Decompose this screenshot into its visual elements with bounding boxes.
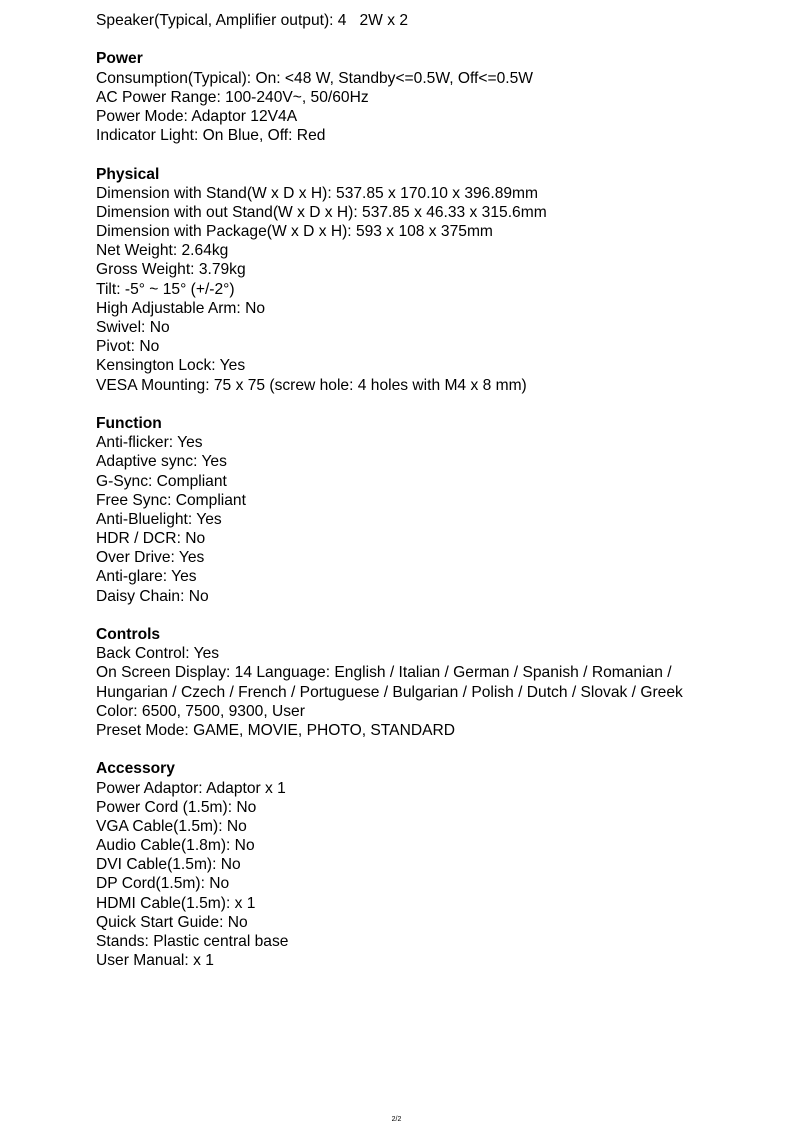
page-number: 2/2	[391, 1116, 402, 1123]
section-heading: Physical	[96, 165, 160, 183]
spec-line: Stands: Plastic central base	[96, 933, 289, 950]
spec-line: Dimension with Package(W x D x H): 593 x 108 x 375mm	[96, 223, 493, 241]
spec-line: On Screen Display: 14 Language: English / Italian / German / Spanish / Romanian /	[96, 664, 672, 682]
spec-line: Tilt: -5° ~ 15° (+/-2°)	[96, 280, 235, 298]
spec-line: Power Adaptor: Adaptor x 1	[96, 779, 286, 797]
spec-line: G-Sync: Compliant	[96, 472, 227, 490]
spec-line: High Adjustable Arm: No	[96, 299, 266, 317]
spec-line: Indicator Light: On Blue, Off: Red	[96, 127, 326, 145]
spec-line: Audio Cable(1.8m): No	[96, 837, 255, 855]
spec-line: HDMI Cable(1.5m): x 1	[96, 894, 256, 912]
spec-line: Adaptive sync: Yes	[96, 453, 227, 471]
section-physical	[96, 165, 756, 395]
spec-line: Net Weight: 2.64kg	[96, 242, 229, 260]
spec-line: Dimension with out Stand(W x D x H): 537.85 x 46.33 x 315.6mm	[96, 203, 547, 221]
section-heading: Accessory	[96, 760, 175, 778]
section-heading: Power	[96, 50, 143, 68]
spec-sections	[96, 49, 756, 970]
spec-line: Kensington Lock: Yes	[96, 357, 246, 375]
spec-document	[96, 11, 756, 970]
intro-block	[96, 11, 756, 30]
spec-line: Gross Weight: 3.79kg	[96, 261, 246, 279]
spec-line: Dimension with Stand(W x D x H): 537.85 x 170.10 x 396.89mm	[96, 184, 539, 202]
spec-line: Over Drive: Yes	[96, 549, 205, 567]
spec-line: Power Cord (1.5m): No	[96, 798, 257, 816]
spec-line: Power Mode: Adaptor 12V4A	[96, 107, 298, 125]
spec-line: Anti-Bluelight: Yes	[96, 510, 222, 528]
section-function	[96, 414, 756, 606]
spec-line: Anti-flicker: Yes	[96, 434, 203, 452]
spec-line: Hungarian / Czech / French / Portuguese / Bulgarian / Polish / Dutch / Slovak / Greek	[96, 683, 683, 701]
spec-line: VGA Cable(1.5m): No	[96, 817, 247, 835]
section-controls	[96, 625, 756, 740]
spec-line: Color: 6500, 7500, 9300, User	[96, 702, 305, 720]
spec-line: Pivot: No	[96, 338, 160, 356]
spec-line: Speaker(Typical, Amplifier output): 4 2W x 2	[96, 12, 409, 29]
spec-line: Anti-glare: Yes	[96, 568, 197, 586]
section-accessory	[96, 759, 756, 970]
spec-line: Back Control: Yes	[96, 645, 220, 663]
spec-line: User Manual: x 1	[96, 952, 214, 970]
spec-line: Swivel: No	[96, 319, 170, 336]
spec-line: VESA Mounting: 75 x 75 (screw hole: 4 holes with M4 x 8 mm)	[96, 376, 527, 394]
spec-line: Daisy Chain: No	[96, 587, 209, 605]
spec-line: HDR / DCR: No	[96, 530, 206, 548]
spec-line: Consumption(Typical): On: <48 W, Standby<=0.5W, Off<=0.5W	[96, 69, 533, 87]
section-heading: Controls	[96, 626, 161, 643]
spec-line: DP Cord(1.5m): No	[96, 875, 230, 893]
spec-line: Preset Mode: GAME, MOVIE, PHOTO, STANDARD	[96, 721, 456, 739]
spec-line: DVI Cable(1.5m): No	[96, 856, 241, 874]
section-heading: Function	[96, 414, 162, 432]
spec-line: Quick Start Guide: No	[96, 913, 248, 931]
section-power	[96, 49, 756, 145]
spec-line: AC Power Range: 100-240V~, 50/60Hz	[96, 88, 369, 106]
spec-line: Free Sync: Compliant	[96, 491, 246, 509]
